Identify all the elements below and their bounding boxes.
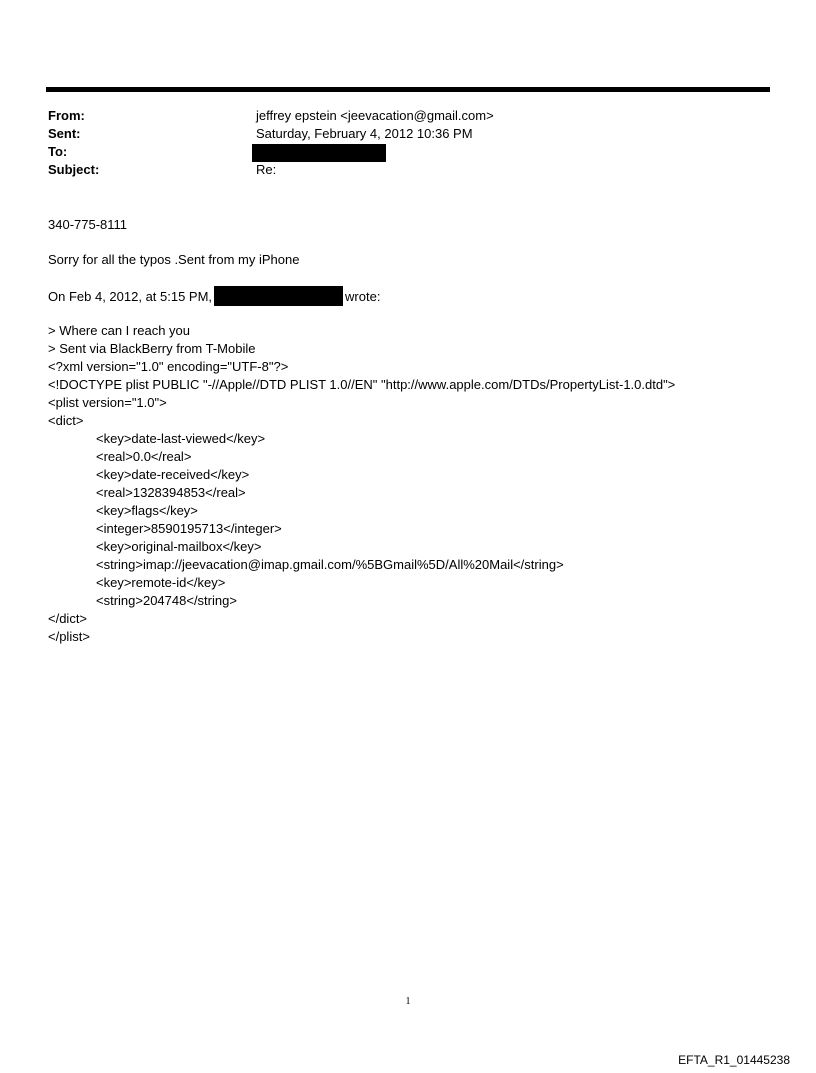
plist-line: <key>remote-id</key> [96,575,226,590]
plist-line: <key>original-mailbox</key> [96,539,262,554]
sent-row [48,125,748,143]
subject-value: Re: [256,162,277,177]
quoted-line: > Where can I reach you [48,323,190,338]
quote-intro-start: On Feb 4, 2012, at 5:15 PM, [48,289,213,304]
plist-line: </dict> [48,611,88,626]
to-label: To: [48,144,68,159]
subject-row [48,161,748,179]
plist-line: <plist version="1.0"> [48,395,167,410]
plist-line: <integer>8590195713</integer> [96,521,282,536]
plist-line: </plist> [48,629,90,644]
plist-line: <real>0.0</real> [96,449,192,464]
page-number: 1 [405,996,411,1007]
from-row [48,107,748,125]
to-value-redacted [256,143,386,162]
phone-number: 340-775-8111 [48,217,128,232]
redaction-bar [214,286,343,306]
plist-line: <real>1328394853</real> [96,485,246,500]
plist-line: <key>date-last-viewed</key> [96,431,266,446]
from-value: jeffrey epstein <jeevacation@gmail.com> [256,108,494,123]
sent-label: Sent: [48,126,81,141]
plist-line: <!DOCTYPE plist PUBLIC "-//Apple//DTD PLIST 1.0//EN" "http://www.apple.com/DTDs/PropertyList-1.0.dtd"> [48,377,676,392]
from-label: From: [48,108,85,123]
plist-line: <dict> [48,413,84,428]
redaction-bar [252,144,386,162]
bates-number: EFTA_R1_01445238 [678,1053,790,1067]
subject-label: Subject: [48,162,100,177]
header-rule [46,87,770,92]
plist-line: <string>imap://jeevacation@imap.gmail.com/%5BGmail%5D/All%20Mail</string> [96,557,564,572]
to-row [48,143,748,161]
quote-intro-end: wrote: [345,289,381,304]
quoted-line: > Sent via BlackBerry from T-Mobile [48,341,256,356]
sent-value: Saturday, February 4, 2012 10:36 PM [256,126,473,141]
signature-line: Sorry for all the typos .Sent from my iPhone [48,252,300,267]
plist-line: <key>flags</key> [96,503,198,518]
plist-line: <key>date-received</key> [96,467,250,482]
plist-line: <?xml version="1.0" encoding="UTF-8"?> [48,359,289,374]
plist-line: <string>204748</string> [96,593,237,608]
quote-intro [48,286,380,306]
